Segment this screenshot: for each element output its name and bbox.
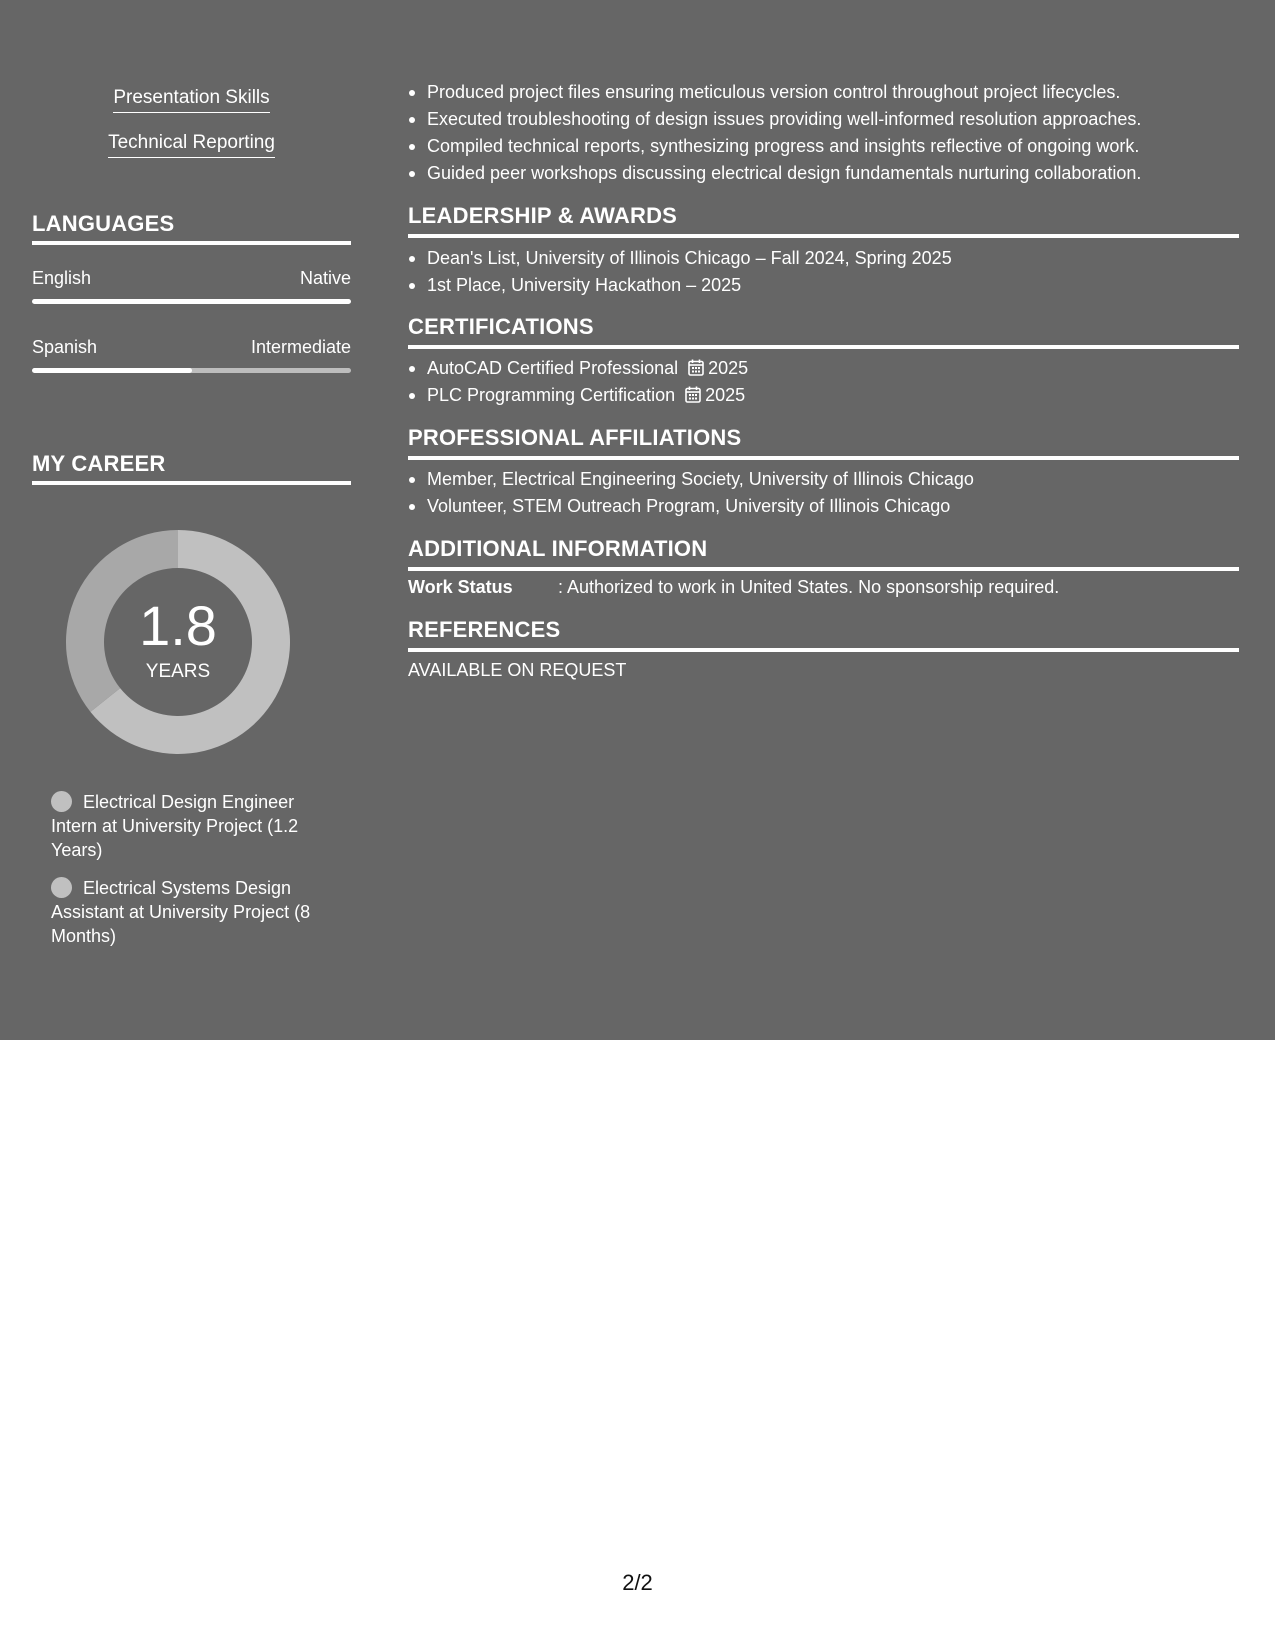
career-legend-item bbox=[51, 790, 341, 862]
list-item: 1st Place, University Hackathon – 2025 bbox=[408, 272, 1239, 299]
list-item: Volunteer, STEM Outreach Program, University of Illinois Chicago bbox=[408, 493, 1239, 520]
calendar-icon bbox=[685, 386, 701, 403]
work-status-label: Work Status bbox=[408, 577, 513, 597]
skill-label: Presentation Skills bbox=[113, 87, 269, 113]
legend-dot-icon bbox=[51, 877, 72, 898]
language-name: Spanish bbox=[32, 337, 98, 357]
page-number: 2/2 bbox=[622, 1570, 653, 1595]
calendar-icon bbox=[688, 359, 704, 376]
language-row-spanish bbox=[32, 337, 351, 358]
references-text: AVAILABLE ON REQUEST bbox=[408, 660, 627, 680]
leadership-list bbox=[408, 245, 1239, 299]
list-item: Member, Electrical Engineering Society, University of Illinois Chicago bbox=[408, 466, 1239, 493]
leadership-heading: LEADERSHIP & AWARDS bbox=[408, 203, 1239, 238]
certification-name: AutoCAD Certified Professional bbox=[427, 358, 679, 378]
list-item: Dean's List, University of Illinois Chicago – Fall 2024, Spring 2025 bbox=[408, 245, 1239, 272]
certification-name: PLC Programming Certification bbox=[427, 385, 676, 405]
list-item bbox=[408, 382, 1239, 409]
experience-bullets bbox=[408, 79, 1239, 187]
list-item bbox=[408, 355, 1239, 382]
certifications-list bbox=[408, 355, 1239, 409]
certifications-heading: CERTIFICATIONS bbox=[408, 314, 1239, 349]
career-donut-chart bbox=[66, 530, 290, 754]
languages-heading: LANGUAGES bbox=[32, 211, 351, 245]
list-item: Produced project files ensuring meticulous version control throughout project lifecycles. bbox=[408, 79, 1239, 106]
affiliations-heading: PROFESSIONAL AFFILIATIONS bbox=[408, 425, 1239, 460]
language-level: Intermediate bbox=[250, 337, 351, 357]
additional-info-heading: ADDITIONAL INFORMATION bbox=[408, 536, 1239, 571]
career-legend-label: Electrical Design Engineer Intern at University Project (1.2 Years) bbox=[51, 792, 299, 860]
skill-tag bbox=[32, 87, 351, 113]
language-proficiency-fill bbox=[32, 299, 351, 304]
language-name: English bbox=[32, 268, 92, 288]
language-proficiency-fill bbox=[32, 368, 192, 373]
certification-year: 2025 bbox=[705, 385, 746, 405]
references-heading: REFERENCES bbox=[408, 617, 1239, 652]
work-status-row bbox=[408, 577, 1059, 598]
career-heading: MY CAREER bbox=[32, 451, 351, 485]
career-legend-item bbox=[51, 876, 341, 948]
skill-tag bbox=[32, 132, 351, 158]
career-legend-label: Electrical Systems Design Assistant at University Project (8 Months) bbox=[51, 878, 311, 946]
work-status-value: : Authorized to work in United States. No sponsorship required. bbox=[558, 577, 1060, 597]
skill-label: Technical Reporting bbox=[108, 132, 275, 158]
language-proficiency-bar bbox=[32, 299, 351, 304]
list-item: Compiled technical reports, synthesizing progress and insights reflective of ongoing work. bbox=[408, 133, 1239, 160]
list-item: Guided peer workshops discussing electrical design fundamentals nurturing collaboration. bbox=[408, 160, 1239, 187]
affiliations-list bbox=[408, 466, 1239, 520]
language-row-english bbox=[32, 268, 351, 289]
legend-dot-icon bbox=[51, 791, 72, 812]
language-level: Native bbox=[299, 268, 351, 288]
certification-year: 2025 bbox=[708, 358, 749, 378]
list-item: Executed troubleshooting of design issues providing well-informed resolution approaches. bbox=[408, 106, 1239, 133]
career-total-unit: YEARS bbox=[145, 661, 211, 682]
language-proficiency-bar bbox=[32, 368, 351, 373]
career-total-years: 1.8 bbox=[139, 594, 217, 657]
